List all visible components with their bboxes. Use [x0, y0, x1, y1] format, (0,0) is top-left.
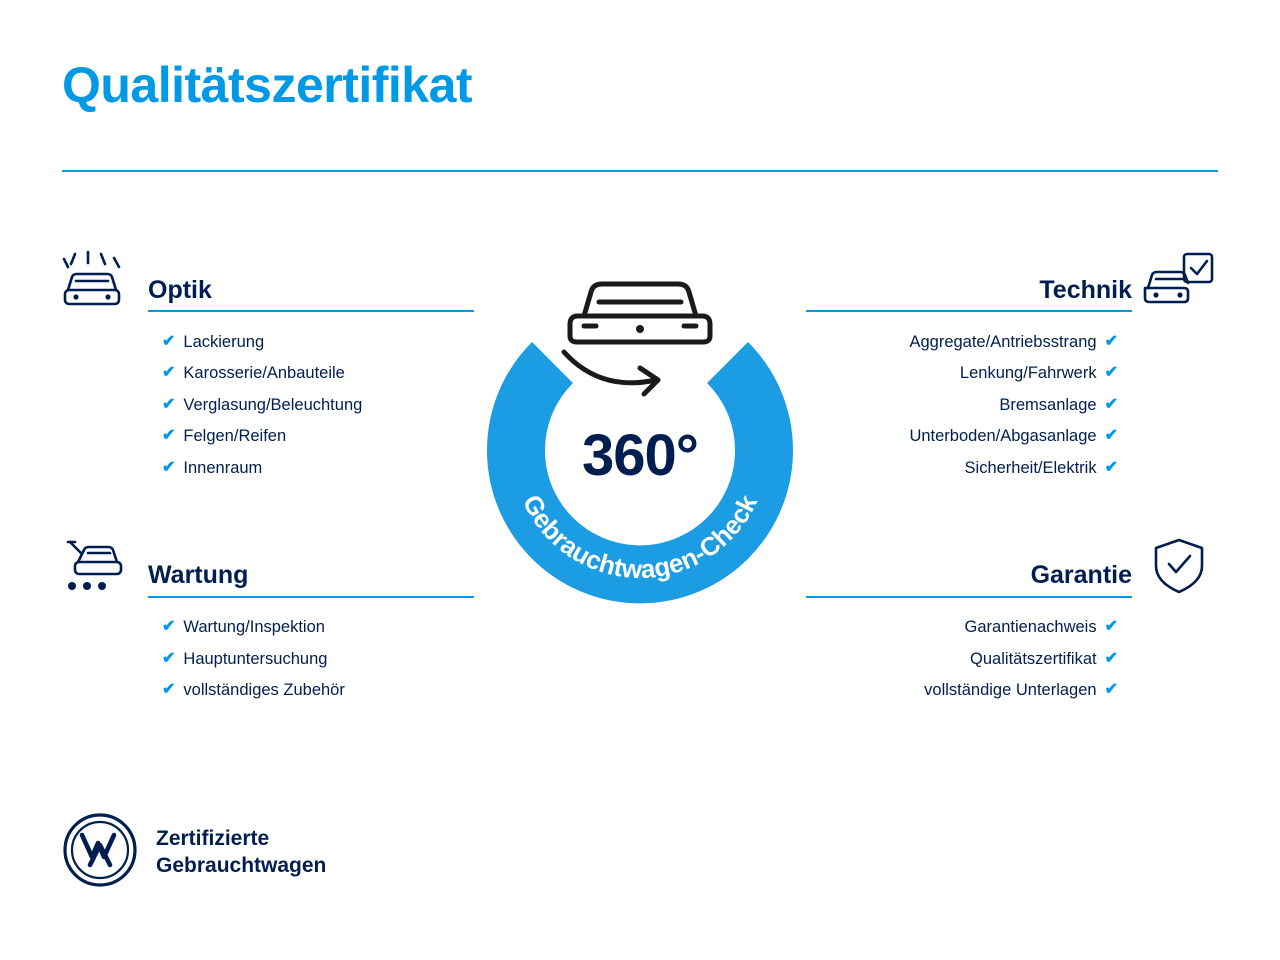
section-divider: [148, 596, 474, 598]
check-icon: ✔: [162, 649, 176, 667]
car-lift-icon: [62, 536, 140, 598]
check-icon: ✔: [162, 395, 176, 413]
check-icon: ✔: [1104, 649, 1118, 667]
list-item: [162, 358, 482, 390]
arc-label: Gebrauchtwagen-Check: [516, 489, 764, 585]
section-technik-header: [798, 250, 1218, 312]
list-item-label: Lenkung/Fahrwerk: [959, 364, 1097, 382]
list-item: [924, 675, 1118, 707]
list-item-label: Hauptuntersuchung: [183, 649, 328, 668]
section-garantie-list: [798, 612, 1218, 707]
page-title: Qualitätszertifikat: [62, 57, 473, 113]
section-garantie: [798, 536, 1218, 707]
footer-line-2: Gebrauchtwagen: [156, 853, 327, 877]
check-icon: ✔: [1104, 618, 1118, 636]
section-title: Optik: [148, 275, 212, 304]
list-item: [909, 421, 1118, 453]
list-item: [999, 389, 1118, 421]
section-optik-list: [62, 326, 482, 484]
list-item-label: vollständige Unterlagen: [924, 681, 1097, 699]
check-icon: ✔: [1104, 364, 1118, 382]
car-rotation-icon: [564, 284, 710, 394]
check-icon: ✔: [162, 364, 176, 382]
footer-line-1: Zertifizierte: [156, 826, 270, 850]
section-garantie-header: [798, 536, 1218, 598]
list-item-label: Garantienachweis: [964, 618, 1097, 636]
section-divider: [806, 310, 1132, 312]
list-item-label: Verglasung/Beleuchtung: [183, 395, 363, 414]
check-icon: ✔: [1104, 395, 1118, 413]
shield-check-icon: [1140, 536, 1218, 598]
section-wartung-header: [62, 536, 482, 598]
list-item: [162, 326, 482, 358]
section-title: Wartung: [148, 561, 249, 589]
list-item-label: Bremsanlage: [999, 395, 1097, 414]
section-technik-title-wrap: [798, 277, 1140, 313]
badge-value: 360°: [582, 423, 698, 488]
vw-logo: [62, 812, 138, 893]
list-item: [162, 452, 482, 484]
footer-branding: [62, 812, 326, 893]
check-icon: ✔: [1104, 427, 1118, 445]
section-wartung: [62, 536, 482, 707]
left-column: [62, 250, 482, 706]
title-divider: [62, 170, 1218, 172]
section-optik-header: [62, 250, 482, 312]
list-item: [162, 421, 482, 453]
list-item: [909, 326, 1118, 358]
car-wash-icon: [62, 250, 140, 312]
list-item: [965, 612, 1118, 644]
right-column: [798, 250, 1218, 706]
section-title: Technik: [1039, 275, 1132, 304]
check-icon: ✔: [1104, 458, 1118, 476]
section-technik: [798, 250, 1218, 484]
footer-text: [156, 826, 326, 880]
list-item: [162, 389, 482, 421]
check-icon: ✔: [1104, 681, 1118, 699]
section-garantie-title-wrap: [798, 562, 1140, 598]
section-title: Garantie: [1030, 561, 1132, 589]
section-wartung-list: [62, 612, 482, 707]
list-item-label: vollständiges Zubehör: [183, 681, 345, 699]
list-item-label: Sicherheit/Elektrik: [964, 458, 1097, 477]
list-item-label: Felgen/Reifen: [183, 427, 287, 445]
section-divider: [806, 596, 1132, 598]
center-badge: [460, 240, 820, 640]
section-divider: [148, 310, 474, 312]
list-item-label: Wartung/Inspektion: [183, 618, 325, 636]
list-item: [162, 675, 482, 707]
check-icon: ✔: [162, 427, 176, 445]
list-item-label: Unterboden/Abgasanlage: [909, 427, 1097, 445]
check-icon: ✔: [162, 458, 176, 476]
check-icon: ✔: [162, 618, 176, 636]
section-optik: [62, 250, 482, 484]
check-icon: ✔: [162, 332, 176, 350]
section-technik-list: [798, 326, 1218, 484]
list-item: [965, 452, 1118, 484]
list-item-label: Karosserie/Anbauteile: [183, 364, 345, 382]
check-icon: ✔: [162, 681, 176, 699]
list-item: [970, 643, 1118, 675]
list-item-label: Aggregate/Antriebsstrang: [909, 332, 1097, 351]
section-wartung-title-wrap: [140, 562, 482, 598]
list-item: [960, 358, 1118, 390]
list-item-label: Lackierung: [183, 332, 265, 351]
list-item: [162, 643, 482, 675]
section-optik-title-wrap: [140, 277, 482, 313]
car-checklist-icon: [1140, 250, 1218, 312]
list-item-label: Innenraum: [183, 458, 263, 477]
list-item-label: Qualitätszertifikat: [970, 649, 1097, 668]
check-icon: ✔: [1104, 332, 1118, 350]
list-item: [162, 612, 482, 644]
